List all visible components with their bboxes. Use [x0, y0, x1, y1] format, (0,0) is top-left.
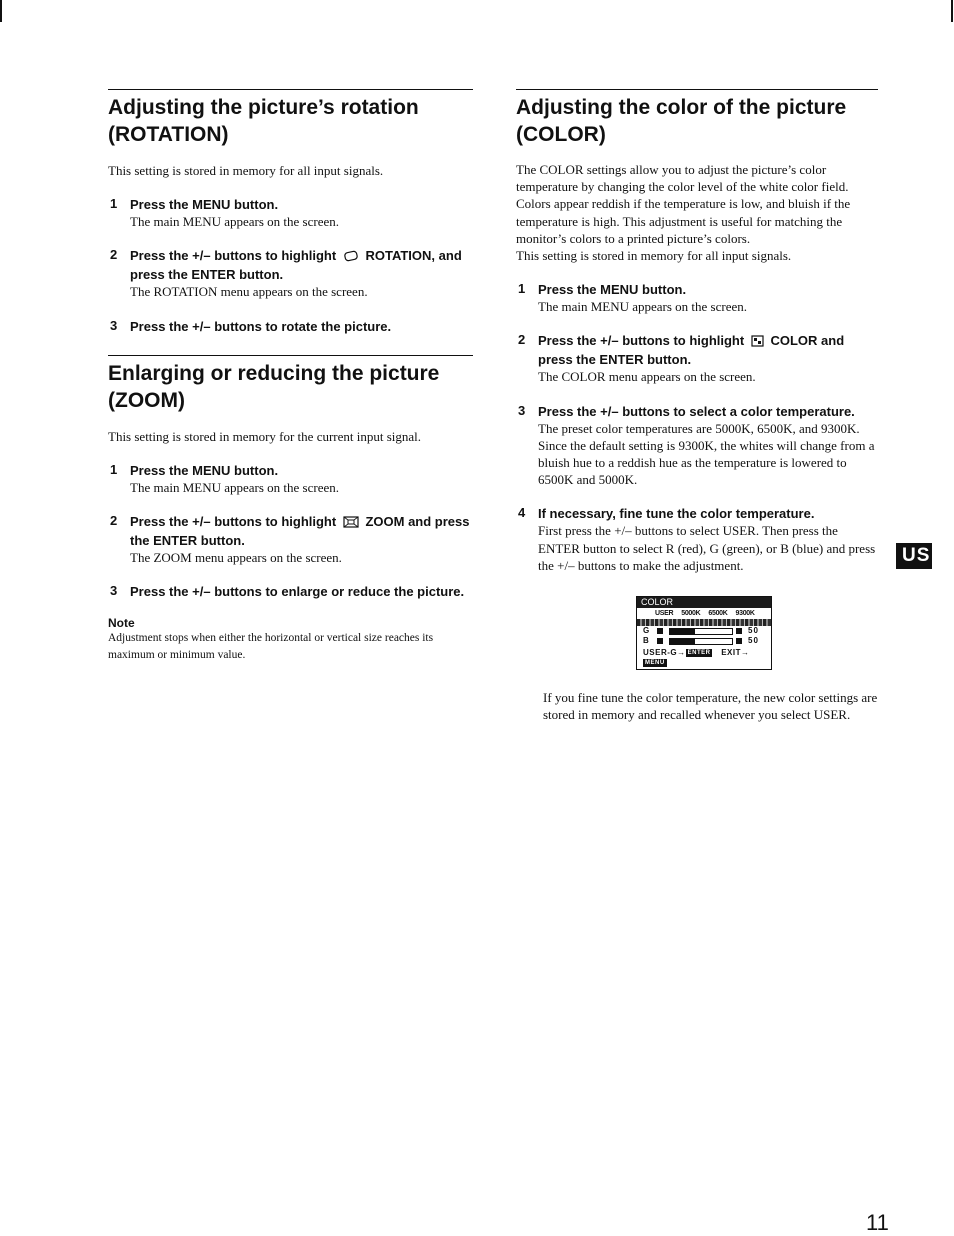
osd-selection-band	[637, 619, 771, 626]
step-number: 3	[518, 402, 526, 418]
step-body: The ROTATION menu appears on the screen.	[130, 284, 368, 300]
osd-slider	[669, 638, 733, 645]
osd-row-marker	[736, 638, 742, 644]
left-column	[108, 89, 473, 664]
color-step-1	[516, 281, 882, 315]
osd-preset-5000k: 5000K	[681, 610, 701, 617]
color-intro-2: This setting is stored in memory for all input signals.	[516, 248, 792, 264]
zoom-step-1	[108, 462, 473, 496]
step-title-pre: Press the +/– buttons to highlight	[130, 248, 337, 264]
osd-row-marker	[657, 628, 663, 634]
step-number: 2	[518, 332, 526, 348]
crop-mark-left	[0, 0, 2, 22]
color-menu-figure	[636, 596, 772, 670]
osd-slider-fill	[670, 629, 695, 634]
step-title-pre: Press the +/– buttons to highlight	[130, 514, 337, 530]
color-after-figure: If you fine tune the color temperature, the new color settings are stored in memory and recalled whenever you select USER.	[543, 690, 878, 723]
step-body: The COLOR menu appears on the screen.	[538, 369, 756, 385]
step-title: Press the +/– buttons to rotate the picture.	[130, 318, 392, 334]
step-title-post: ROTATION, and press the ENTER button.	[130, 248, 462, 283]
step-title-post: COLOR and press the ENTER button.	[538, 333, 845, 368]
osd-preset-user: USER	[655, 610, 674, 617]
color-heading	[516, 94, 882, 148]
step-title: Press the MENU button.	[130, 462, 279, 478]
color-icon	[751, 334, 764, 351]
osd-slider-fill	[670, 639, 695, 644]
language-tab: US	[896, 543, 932, 569]
osd-row-value: 50	[748, 636, 759, 645]
note-label: Note	[108, 616, 135, 631]
rotation-icon	[343, 249, 359, 266]
heading-line-2: (ZOOM)	[108, 388, 185, 412]
step-body: The ZOOM menu appears on the screen.	[130, 550, 342, 566]
step-title: Press the MENU button.	[538, 282, 687, 298]
section-rule	[516, 89, 878, 90]
color-intro: The COLOR settings allow you to adjust the picture’s color temperature by changing the color level of the white color field. Colors appear reddish if the temperature is low, and bluish if the temperature is high. This adjustment is useful for matching the monitor’s colors to a printed picture’s colors.	[516, 162, 851, 246]
zoom-step-3	[108, 583, 473, 600]
step-title	[130, 513, 473, 549]
osd-footer	[637, 648, 771, 668]
color-step-3	[516, 403, 882, 489]
heading-line-1: Adjusting the color of the picture	[516, 96, 847, 119]
rotation-intro: This setting is stored in memory for all input signals.	[108, 163, 384, 178]
osd-footer-user: USER-G→	[643, 648, 686, 657]
crop-mark-right	[951, 0, 953, 22]
step-number: 2	[110, 247, 118, 263]
step-body: The main MENU appears on the screen.	[538, 299, 748, 315]
osd-preset-6500k: 6500K	[708, 610, 728, 617]
step-number: 1	[110, 461, 118, 477]
osd-row-b	[637, 636, 771, 646]
zoom-section	[108, 355, 473, 665]
step-number: 4	[518, 505, 526, 521]
step-title	[538, 332, 882, 368]
step-body: The main MENU appears on the screen.	[130, 479, 340, 495]
color-section	[516, 89, 882, 574]
step-number: 3	[110, 317, 118, 333]
rotation-step-1	[108, 196, 473, 230]
zoom-intro: This setting is stored in memory for the current input signal.	[108, 428, 422, 444]
osd-footer-exit: EXIT→	[721, 648, 750, 657]
step-title	[130, 247, 473, 283]
rotation-step-3	[108, 318, 473, 335]
step-title: Press the +/– buttons to enlarge or reduce the picture.	[130, 584, 465, 600]
step-number: 1	[518, 281, 526, 297]
osd-presets	[637, 608, 771, 619]
section-rule	[108, 89, 473, 90]
heading-line-2: (ROTATION)	[108, 123, 229, 146]
zoom-icon	[343, 515, 359, 532]
page-number: 11	[866, 1210, 889, 1235]
zoom-heading	[108, 360, 473, 414]
step-body: The main MENU appears on the screen.	[130, 214, 340, 230]
osd-row-label: B	[643, 636, 649, 645]
step-title: If necessary, fine tune the color temperature.	[538, 506, 815, 522]
heading-line-1: Enlarging or reducing the picture	[108, 361, 440, 385]
osd-preset-9300k: 9300K	[735, 610, 755, 617]
step-body: First press the +/– buttons to select USER. Then press the ENTER button to select R (red), G (green), or B (blue) and press the +/– buttons to make the adjustment.	[538, 523, 876, 573]
right-column	[516, 89, 882, 574]
section-rule	[108, 355, 473, 356]
osd-row-marker	[657, 638, 663, 644]
rotation-step-2	[108, 247, 473, 300]
osd-title-bar: COLOR	[637, 597, 771, 608]
heading-line-1: Adjusting the picture’s rotation	[108, 96, 419, 119]
color-step-2	[516, 332, 882, 385]
zoom-step-2	[108, 513, 473, 566]
osd-row-g	[637, 626, 771, 636]
rotation-section	[108, 89, 473, 335]
osd-row-value: 50	[748, 626, 759, 635]
zoom-note	[108, 616, 473, 664]
step-number: 2	[110, 513, 118, 529]
note-text: Adjustment stops when either the horizontal or vertical size reaches its maximum or minimum value.	[108, 632, 434, 662]
osd-enter-chip: ENTER	[687, 650, 711, 656]
step-title-pre: Press the +/– buttons to highlight	[538, 333, 745, 349]
rotation-heading	[108, 94, 473, 148]
osd-row-marker	[736, 628, 742, 634]
step-title: Press the +/– buttons to select a color temperature.	[538, 403, 855, 419]
heading-line-2: (COLOR)	[516, 123, 606, 146]
color-step-4	[516, 505, 882, 574]
step-title-post: ZOOM and press the ENTER button.	[130, 514, 470, 549]
step-title: Press the MENU button.	[130, 197, 279, 213]
step-body: The preset color temperatures are 5000K, 6500K, and 9300K. Since the default setting is 9300K, the whites will change from a bluish hue to a reddish hue as the temperature is lowered to 6500K and 5000K.	[538, 420, 875, 488]
step-number: 1	[110, 196, 118, 212]
osd-row-label: G	[643, 626, 650, 635]
step-number: 3	[110, 583, 118, 599]
osd-slider	[669, 628, 733, 635]
osd-menu-chip: MENU	[645, 660, 665, 666]
